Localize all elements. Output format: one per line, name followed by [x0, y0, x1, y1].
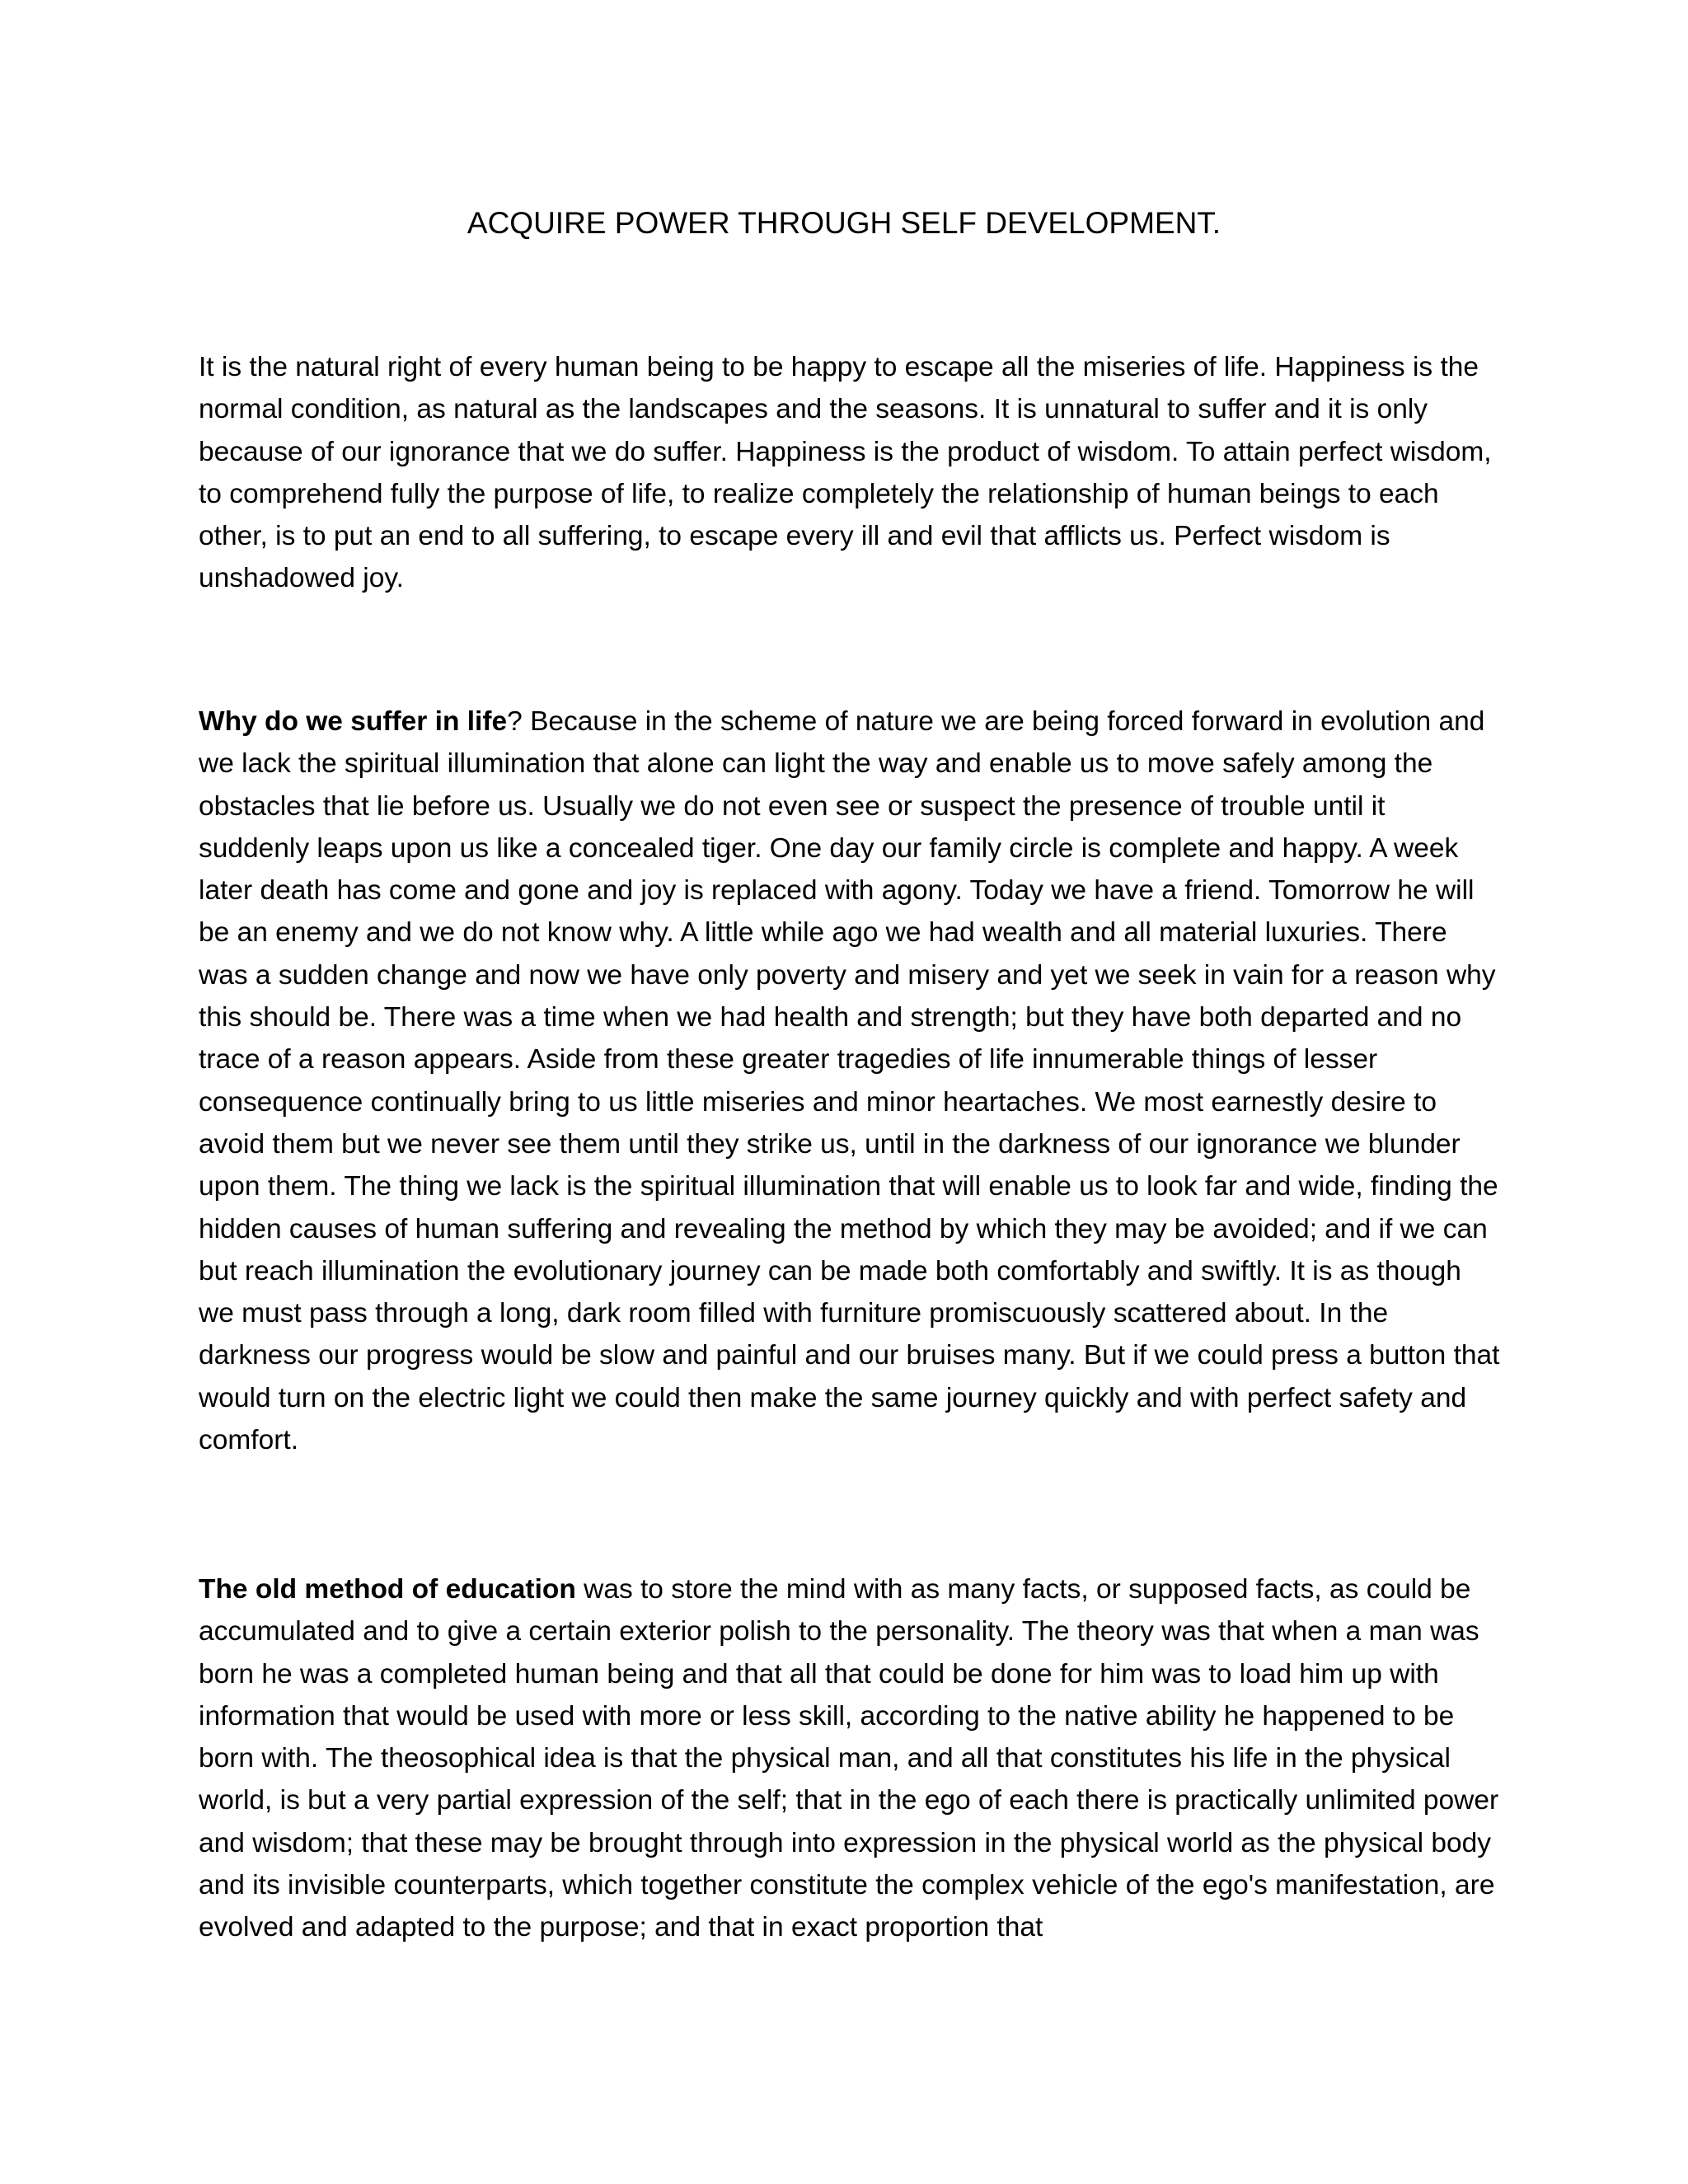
paragraph-body: ? Because in the scheme of nature we are being forced forward in evolution and we lack the spiritual illumination that alone can light the way and enable us to move safely among the obstacles that lie before us. Usually we do not even see or suspect the presence of trouble until it suddenly leaps upon us like a concealed tiger. One day our family circle is complete and happy. A week later death has come and gone and joy is replaced with agony. Today we have a friend. Tomorrow he will be an enemy and we do not know why. A little while ago we had wealth and all material luxuries. There was a sudden change and now we have only poverty and misery and yet we seek in vain for a reason why this should be. There was a time when we had health and strength; but they have both departed and no trace of a reason appears. Aside from these greater tragedies of life innumerable things of lesser consequence continually bring to us little miseries and minor heartaches. We most earnestly desire to avoid them but we never see them until they strike us, until in the darkness of our ignorance we blunder upon them. The thing we lack is the spiritual illumination that will enable us to look far and wide, finding the hidden causes of human suffering and revealing the method by which they may be avoided; and if we can but reach illumination the evolutionary journey can be made both comfortably and swiftly. It is as though we must pass through a long, dark room filled with furniture promiscuously scattered about. In the darkness our progress would be slow and painful and our bruises many. But if we could press a button that would turn on the electric light we could then make the same journey quickly and with perfect safety and comfort. [199, 706, 1500, 1456]
paragraph-why-suffer [199, 701, 1501, 1461]
document-title: ACQUIRE POWER THROUGH SELF DEVELOPMENT. [467, 206, 1221, 240]
paragraph-body: was to store the mind with as many facts, or supposed facts, as could be accumulated and to give a certain exterior polish to the personality. The theory was that when a man was born he was a completed human being and that all that could be done for him was to load him up with information that would be used with more or less skill, according to the native ability he happened to be born with. The theosophical idea is that the physical man, and all that constitutes his life in the physical world, is but a very partial expression of the self; that in the ego of each there is practically unlimited power and wisdom; that these may be brought through into expression in the physical world as the physical body and its invisible counterparts, which together constitute the complex vehicle of the ego's manifestation, are evolved and adapted to the purpose; and that in exact proportion that [199, 1574, 1499, 1943]
paragraph-lead-heading: Why do we suffer in life [199, 706, 508, 737]
paragraph-natural-right [199, 346, 1501, 600]
paragraph-lead-heading: The old method of education [199, 1574, 576, 1605]
paragraph-body: It is the natural right of every human being to be happy to escape all the miseries of life. Happiness is the normal condition, as natural as the landscapes and the seasons. It is unnatural to suffer and it is only because of our ignorance that we do suffer. Happiness is the product of wisdom. To attain perfect wisdom, to comprehend fully the purpose of life, to realize completely the relationship of human beings to each other, is to put an end to all suffering, to escape every ill and evil that afflicts us. Perfect wisdom is unshadowed joy. [199, 352, 1492, 594]
paragraph-old-method [199, 1568, 1501, 1949]
